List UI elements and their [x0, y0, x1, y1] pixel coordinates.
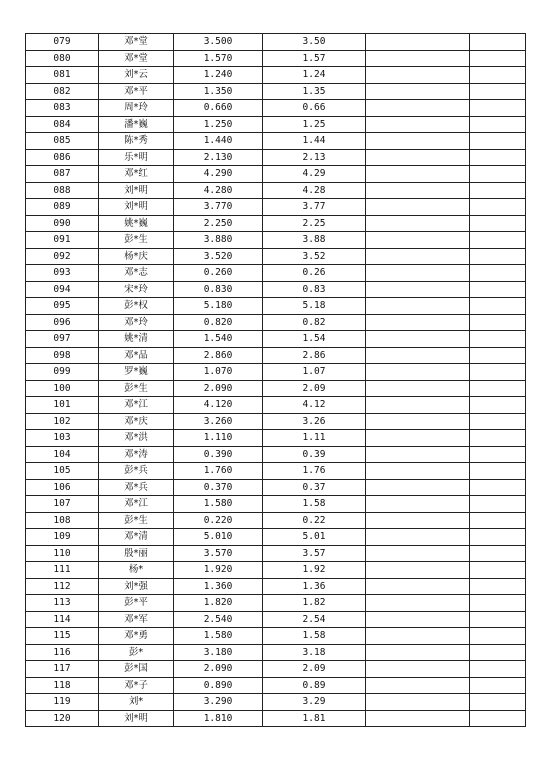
row-value-cell: 4.290: [174, 166, 263, 183]
row-name-cell: 刘*强: [99, 578, 174, 595]
table-row: [26, 578, 526, 595]
row-id-cell: 115: [26, 628, 99, 645]
row-value-cell: 3.520: [174, 248, 263, 265]
row-amount-cell: 2.25: [263, 215, 366, 232]
table-row: [26, 595, 526, 612]
row-value-cell: 1.580: [174, 496, 263, 513]
row-value-cell: 2.090: [174, 380, 263, 397]
row-empty-cell: [470, 34, 526, 51]
row-id-cell: 099: [26, 364, 99, 381]
table-row: [26, 133, 526, 150]
table-row: [26, 628, 526, 645]
row-value-cell: 0.830: [174, 281, 263, 298]
row-id-cell: 104: [26, 446, 99, 463]
row-id-cell: 093: [26, 265, 99, 282]
table-row: [26, 479, 526, 496]
table-row: [26, 149, 526, 166]
row-name-cell: 刘*明: [99, 182, 174, 199]
table-row: [26, 611, 526, 628]
row-empty-cell: [366, 529, 470, 546]
table-row: [26, 67, 526, 84]
row-empty-cell: [470, 446, 526, 463]
row-name-cell: 刘*明: [99, 199, 174, 216]
row-empty-cell: [470, 364, 526, 381]
row-name-cell: 邓*兵: [99, 479, 174, 496]
row-value-cell: 3.770: [174, 199, 263, 216]
row-amount-cell: 1.82: [263, 595, 366, 612]
row-id-cell: 096: [26, 314, 99, 331]
row-name-cell: 姚*巍: [99, 215, 174, 232]
row-value-cell: 0.220: [174, 512, 263, 529]
row-amount-cell: 4.28: [263, 182, 366, 199]
row-value-cell: 0.370: [174, 479, 263, 496]
row-amount-cell: 1.54: [263, 331, 366, 348]
row-empty-cell: [366, 397, 470, 414]
row-empty-cell: [366, 149, 470, 166]
row-amount-cell: 1.76: [263, 463, 366, 480]
table-row: [26, 661, 526, 678]
row-id-cell: 097: [26, 331, 99, 348]
row-empty-cell: [470, 463, 526, 480]
row-amount-cell: 1.81: [263, 710, 366, 727]
table-row: [26, 265, 526, 282]
table-row: [26, 199, 526, 216]
table-row: [26, 215, 526, 232]
row-empty-cell: [470, 562, 526, 579]
row-id-cell: 079: [26, 34, 99, 51]
row-empty-cell: [470, 347, 526, 364]
row-amount-cell: 1.25: [263, 116, 366, 133]
row-value-cell: 5.010: [174, 529, 263, 546]
row-name-cell: 彭*: [99, 644, 174, 661]
row-name-cell: 刘*: [99, 694, 174, 711]
row-empty-cell: [470, 545, 526, 562]
row-empty-cell: [470, 248, 526, 265]
row-empty-cell: [366, 512, 470, 529]
row-amount-cell: 1.58: [263, 628, 366, 645]
row-empty-cell: [470, 694, 526, 711]
row-empty-cell: [366, 182, 470, 199]
table-row: [26, 545, 526, 562]
row-name-cell: 邓*堂: [99, 34, 174, 51]
row-id-cell: 117: [26, 661, 99, 678]
row-value-cell: 4.120: [174, 397, 263, 414]
row-empty-cell: [366, 364, 470, 381]
table-row: [26, 562, 526, 579]
row-id-cell: 081: [26, 67, 99, 84]
row-id-cell: 113: [26, 595, 99, 612]
table-row: [26, 34, 526, 51]
row-name-cell: 邓*子: [99, 677, 174, 694]
table-row: [26, 529, 526, 546]
row-name-cell: 邓*军: [99, 611, 174, 628]
table-row: [26, 347, 526, 364]
row-id-cell: 107: [26, 496, 99, 513]
row-id-cell: 089: [26, 199, 99, 216]
row-amount-cell: 5.18: [263, 298, 366, 315]
row-amount-cell: 4.29: [263, 166, 366, 183]
row-empty-cell: [366, 710, 470, 727]
row-empty-cell: [366, 100, 470, 117]
row-amount-cell: 3.26: [263, 413, 366, 430]
row-name-cell: 殷*丽: [99, 545, 174, 562]
row-id-cell: 094: [26, 281, 99, 298]
table-row: [26, 496, 526, 513]
row-value-cell: 3.880: [174, 232, 263, 249]
row-amount-cell: 3.57: [263, 545, 366, 562]
row-id-cell: 110: [26, 545, 99, 562]
row-amount-cell: 1.44: [263, 133, 366, 150]
table-row: [26, 446, 526, 463]
row-value-cell: 5.180: [174, 298, 263, 315]
table-row: [26, 182, 526, 199]
row-name-cell: 邓*江: [99, 397, 174, 414]
row-id-cell: 103: [26, 430, 99, 447]
row-id-cell: 090: [26, 215, 99, 232]
row-value-cell: 0.820: [174, 314, 263, 331]
row-name-cell: 姚*清: [99, 331, 174, 348]
table-row: [26, 314, 526, 331]
row-empty-cell: [366, 215, 470, 232]
row-name-cell: 邓*志: [99, 265, 174, 282]
table-row: [26, 710, 526, 727]
row-name-cell: 彭*兵: [99, 463, 174, 480]
table-row: [26, 364, 526, 381]
row-empty-cell: [470, 116, 526, 133]
row-empty-cell: [366, 644, 470, 661]
row-id-cell: 118: [26, 677, 99, 694]
row-empty-cell: [366, 628, 470, 645]
row-id-cell: 083: [26, 100, 99, 117]
row-name-cell: 邓*红: [99, 166, 174, 183]
row-name-cell: 周*玲: [99, 100, 174, 117]
row-amount-cell: 2.13: [263, 149, 366, 166]
table-row: [26, 413, 526, 430]
row-empty-cell: [470, 133, 526, 150]
row-empty-cell: [366, 578, 470, 595]
table-row: [26, 232, 526, 249]
row-value-cell: 1.350: [174, 83, 263, 100]
row-amount-cell: 2.54: [263, 611, 366, 628]
row-value-cell: 1.360: [174, 578, 263, 595]
row-value-cell: 1.820: [174, 595, 263, 612]
row-amount-cell: 0.83: [263, 281, 366, 298]
row-amount-cell: 1.92: [263, 562, 366, 579]
row-empty-cell: [470, 232, 526, 249]
row-id-cell: 116: [26, 644, 99, 661]
table-row: [26, 430, 526, 447]
row-amount-cell: 1.07: [263, 364, 366, 381]
table-row: [26, 397, 526, 414]
row-empty-cell: [470, 661, 526, 678]
row-amount-cell: 3.52: [263, 248, 366, 265]
row-amount-cell: 1.36: [263, 578, 366, 595]
row-empty-cell: [366, 479, 470, 496]
row-name-cell: 彭*权: [99, 298, 174, 315]
row-value-cell: 1.570: [174, 50, 263, 67]
row-empty-cell: [470, 496, 526, 513]
row-name-cell: 彭*生: [99, 512, 174, 529]
row-id-cell: 105: [26, 463, 99, 480]
row-value-cell: 2.540: [174, 611, 263, 628]
row-empty-cell: [366, 413, 470, 430]
row-id-cell: 082: [26, 83, 99, 100]
row-empty-cell: [470, 83, 526, 100]
row-id-cell: 091: [26, 232, 99, 249]
row-value-cell: 3.290: [174, 694, 263, 711]
table-row: [26, 83, 526, 100]
row-empty-cell: [366, 595, 470, 612]
row-empty-cell: [470, 149, 526, 166]
table-row: [26, 50, 526, 67]
row-name-cell: 杨*: [99, 562, 174, 579]
table-row: [26, 644, 526, 661]
row-empty-cell: [470, 281, 526, 298]
row-empty-cell: [470, 677, 526, 694]
table-row: [26, 116, 526, 133]
row-empty-cell: [470, 628, 526, 645]
row-value-cell: 1.760: [174, 463, 263, 480]
row-empty-cell: [470, 397, 526, 414]
row-empty-cell: [366, 116, 470, 133]
row-id-cell: 095: [26, 298, 99, 315]
table-row: [26, 694, 526, 711]
row-id-cell: 114: [26, 611, 99, 628]
row-empty-cell: [366, 694, 470, 711]
row-empty-cell: [470, 512, 526, 529]
row-value-cell: 0.260: [174, 265, 263, 282]
row-empty-cell: [470, 166, 526, 183]
row-amount-cell: 2.09: [263, 380, 366, 397]
row-empty-cell: [366, 677, 470, 694]
row-amount-cell: 3.18: [263, 644, 366, 661]
row-value-cell: 3.500: [174, 34, 263, 51]
row-name-cell: 邓*玲: [99, 314, 174, 331]
row-empty-cell: [366, 314, 470, 331]
row-empty-cell: [470, 710, 526, 727]
row-empty-cell: [470, 67, 526, 84]
row-amount-cell: 2.09: [263, 661, 366, 678]
row-id-cell: 111: [26, 562, 99, 579]
row-id-cell: 084: [26, 116, 99, 133]
table-row: [26, 380, 526, 397]
row-name-cell: 潘*巍: [99, 116, 174, 133]
row-name-cell: 邓*品: [99, 347, 174, 364]
row-id-cell: 102: [26, 413, 99, 430]
row-name-cell: 邓*江: [99, 496, 174, 513]
row-id-cell: 088: [26, 182, 99, 199]
table-row: [26, 331, 526, 348]
row-name-cell: 邓*庆: [99, 413, 174, 430]
row-value-cell: 2.090: [174, 661, 263, 678]
row-value-cell: 1.810: [174, 710, 263, 727]
data-sheet: [25, 33, 525, 727]
row-amount-cell: 5.01: [263, 529, 366, 546]
row-empty-cell: [470, 578, 526, 595]
row-value-cell: 0.660: [174, 100, 263, 117]
row-name-cell: 彭*生: [99, 380, 174, 397]
row-value-cell: 1.920: [174, 562, 263, 579]
row-empty-cell: [366, 496, 470, 513]
row-empty-cell: [470, 595, 526, 612]
table-row: [26, 463, 526, 480]
table-body: [26, 34, 526, 727]
row-value-cell: 1.240: [174, 67, 263, 84]
row-name-cell: 邓*平: [99, 83, 174, 100]
row-value-cell: 1.540: [174, 331, 263, 348]
row-name-cell: 乐*明: [99, 149, 174, 166]
row-empty-cell: [366, 83, 470, 100]
row-value-cell: 1.580: [174, 628, 263, 645]
table-row: [26, 512, 526, 529]
row-empty-cell: [366, 331, 470, 348]
row-value-cell: 2.250: [174, 215, 263, 232]
row-value-cell: 4.280: [174, 182, 263, 199]
row-empty-cell: [366, 67, 470, 84]
row-amount-cell: 1.35: [263, 83, 366, 100]
table-row: [26, 100, 526, 117]
row-empty-cell: [366, 661, 470, 678]
row-id-cell: 119: [26, 694, 99, 711]
row-empty-cell: [470, 314, 526, 331]
row-name-cell: 邓*勇: [99, 628, 174, 645]
row-empty-cell: [470, 611, 526, 628]
row-amount-cell: 0.82: [263, 314, 366, 331]
row-value-cell: 1.110: [174, 430, 263, 447]
row-id-cell: 085: [26, 133, 99, 150]
row-value-cell: 0.890: [174, 677, 263, 694]
table-row: [26, 298, 526, 315]
row-amount-cell: 3.88: [263, 232, 366, 249]
row-amount-cell: 1.57: [263, 50, 366, 67]
row-name-cell: 彭*生: [99, 232, 174, 249]
row-empty-cell: [366, 232, 470, 249]
row-empty-cell: [366, 166, 470, 183]
row-name-cell: 彭*国: [99, 661, 174, 678]
row-name-cell: 邓*涛: [99, 446, 174, 463]
row-name-cell: 刘*云: [99, 67, 174, 84]
row-amount-cell: 4.12: [263, 397, 366, 414]
row-amount-cell: 0.22: [263, 512, 366, 529]
row-empty-cell: [470, 215, 526, 232]
row-empty-cell: [470, 331, 526, 348]
row-value-cell: 3.180: [174, 644, 263, 661]
row-value-cell: 1.440: [174, 133, 263, 150]
row-empty-cell: [470, 529, 526, 546]
row-empty-cell: [470, 265, 526, 282]
row-amount-cell: 1.24: [263, 67, 366, 84]
row-amount-cell: 3.29: [263, 694, 366, 711]
row-empty-cell: [470, 182, 526, 199]
row-id-cell: 080: [26, 50, 99, 67]
row-name-cell: 陈*秀: [99, 133, 174, 150]
row-empty-cell: [470, 50, 526, 67]
row-amount-cell: 3.77: [263, 199, 366, 216]
row-id-cell: 120: [26, 710, 99, 727]
row-amount-cell: 0.37: [263, 479, 366, 496]
row-name-cell: 邓*清: [99, 529, 174, 546]
row-amount-cell: 1.11: [263, 430, 366, 447]
row-id-cell: 092: [26, 248, 99, 265]
row-empty-cell: [366, 34, 470, 51]
row-empty-cell: [470, 430, 526, 447]
row-name-cell: 邓*洪: [99, 430, 174, 447]
row-name-cell: 彭*平: [99, 595, 174, 612]
row-value-cell: 1.070: [174, 364, 263, 381]
table-row: [26, 166, 526, 183]
row-empty-cell: [366, 463, 470, 480]
row-name-cell: 杨*庆: [99, 248, 174, 265]
row-id-cell: 108: [26, 512, 99, 529]
row-id-cell: 098: [26, 347, 99, 364]
row-empty-cell: [366, 50, 470, 67]
table-row: [26, 248, 526, 265]
row-amount-cell: 0.26: [263, 265, 366, 282]
row-empty-cell: [470, 199, 526, 216]
row-empty-cell: [470, 380, 526, 397]
row-amount-cell: 0.89: [263, 677, 366, 694]
row-empty-cell: [366, 199, 470, 216]
row-empty-cell: [366, 265, 470, 282]
row-value-cell: 1.250: [174, 116, 263, 133]
row-empty-cell: [366, 133, 470, 150]
row-name-cell: 罗*巍: [99, 364, 174, 381]
row-value-cell: 2.130: [174, 149, 263, 166]
row-id-cell: 087: [26, 166, 99, 183]
row-empty-cell: [366, 281, 470, 298]
row-id-cell: 100: [26, 380, 99, 397]
row-empty-cell: [366, 380, 470, 397]
table-row: [26, 281, 526, 298]
row-name-cell: 宋*玲: [99, 281, 174, 298]
table-row: [26, 677, 526, 694]
row-name-cell: 邓*堂: [99, 50, 174, 67]
row-value-cell: 0.390: [174, 446, 263, 463]
row-empty-cell: [470, 100, 526, 117]
row-empty-cell: [470, 479, 526, 496]
row-empty-cell: [470, 644, 526, 661]
row-empty-cell: [366, 611, 470, 628]
row-amount-cell: 1.58: [263, 496, 366, 513]
row-name-cell: 刘*明: [99, 710, 174, 727]
row-id-cell: 101: [26, 397, 99, 414]
row-empty-cell: [366, 446, 470, 463]
row-value-cell: 3.570: [174, 545, 263, 562]
row-empty-cell: [366, 562, 470, 579]
row-value-cell: 2.860: [174, 347, 263, 364]
row-empty-cell: [366, 545, 470, 562]
data-table: [25, 33, 526, 727]
row-amount-cell: 0.66: [263, 100, 366, 117]
row-id-cell: 112: [26, 578, 99, 595]
row-amount-cell: 2.86: [263, 347, 366, 364]
row-empty-cell: [366, 430, 470, 447]
row-id-cell: 106: [26, 479, 99, 496]
row-value-cell: 3.260: [174, 413, 263, 430]
row-id-cell: 086: [26, 149, 99, 166]
row-empty-cell: [366, 248, 470, 265]
row-empty-cell: [366, 347, 470, 364]
row-empty-cell: [470, 413, 526, 430]
row-id-cell: 109: [26, 529, 99, 546]
row-amount-cell: 0.39: [263, 446, 366, 463]
row-empty-cell: [470, 298, 526, 315]
row-amount-cell: 3.50: [263, 34, 366, 51]
row-empty-cell: [366, 298, 470, 315]
